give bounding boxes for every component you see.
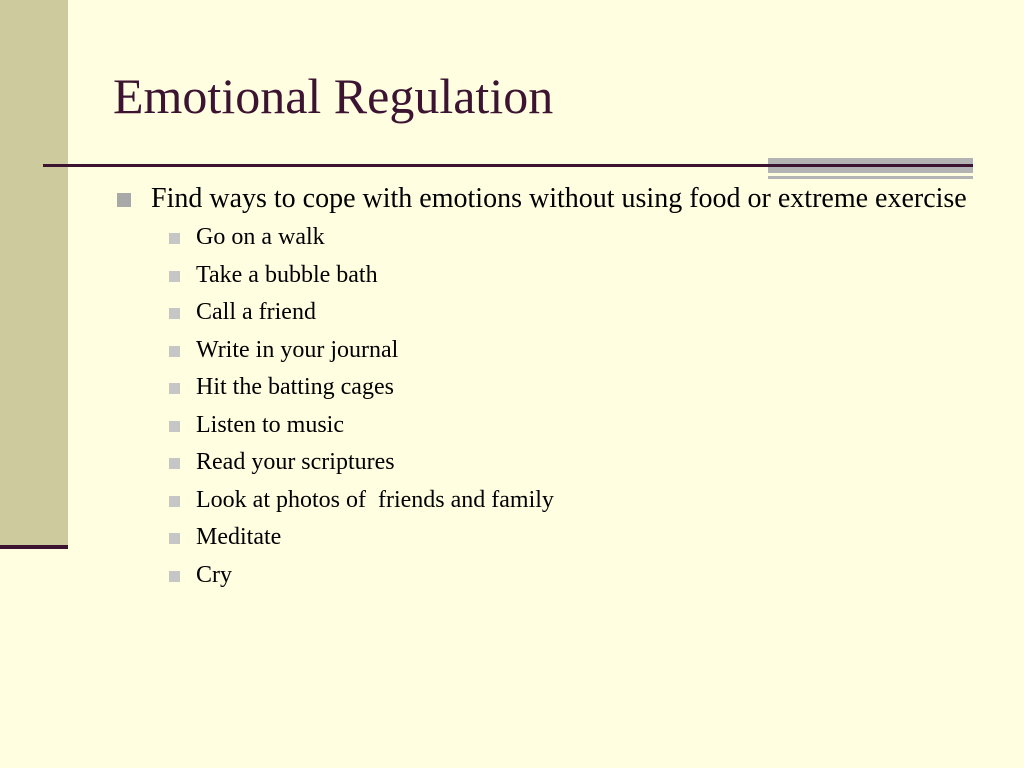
title-accent-bar	[768, 158, 973, 179]
sub-bullet-text: Meditate	[196, 524, 282, 550]
square-bullet-icon	[169, 308, 180, 319]
square-bullet-icon	[169, 458, 180, 469]
sub-bullet-text: Hit the batting cages	[196, 374, 394, 400]
bullet-text: Find ways to cope with emotions without using food or extreme exercise	[151, 183, 967, 214]
sub-bullet-item	[113, 407, 993, 445]
sub-bullet-text: Call a friend	[196, 299, 316, 325]
sub-bullet-item	[113, 294, 993, 332]
sub-bullet-item	[113, 444, 993, 482]
sub-bullet-text: Look at photos of friends and family	[196, 486, 554, 513]
square-bullet-icon	[169, 383, 180, 394]
sub-bullet-item	[113, 557, 993, 595]
square-bullet-icon	[169, 271, 180, 282]
sub-bullet-text: Go on a walk	[196, 224, 325, 250]
sub-bullet-text: Cry	[196, 561, 232, 588]
square-bullet-icon	[169, 496, 180, 507]
left-band-rule	[0, 545, 68, 549]
bullet-item	[113, 182, 993, 215]
sub-bullet-list	[113, 219, 993, 594]
square-bullet-icon	[169, 571, 180, 582]
square-bullet-icon	[169, 233, 180, 244]
slide-title: Emotional Regulation	[113, 68, 554, 124]
sub-bullet-text: Write in your journal	[196, 336, 399, 363]
square-bullet-icon	[117, 193, 131, 207]
slide-body	[113, 182, 993, 594]
sub-bullet-text: Listen to music	[196, 411, 344, 438]
left-decorative-band	[0, 0, 68, 545]
sub-bullet-item	[113, 219, 993, 257]
sub-bullet-text: Read your scriptures	[196, 449, 395, 475]
sub-bullet-item	[113, 257, 993, 295]
sub-bullet-item	[113, 332, 993, 370]
square-bullet-icon	[169, 421, 180, 432]
square-bullet-icon	[169, 346, 180, 357]
square-bullet-icon	[169, 533, 180, 544]
sub-bullet-item	[113, 482, 993, 520]
sub-bullet-item	[113, 369, 993, 407]
sub-bullet-item	[113, 519, 993, 557]
sub-bullet-text: Take a bubble bath	[196, 261, 378, 288]
